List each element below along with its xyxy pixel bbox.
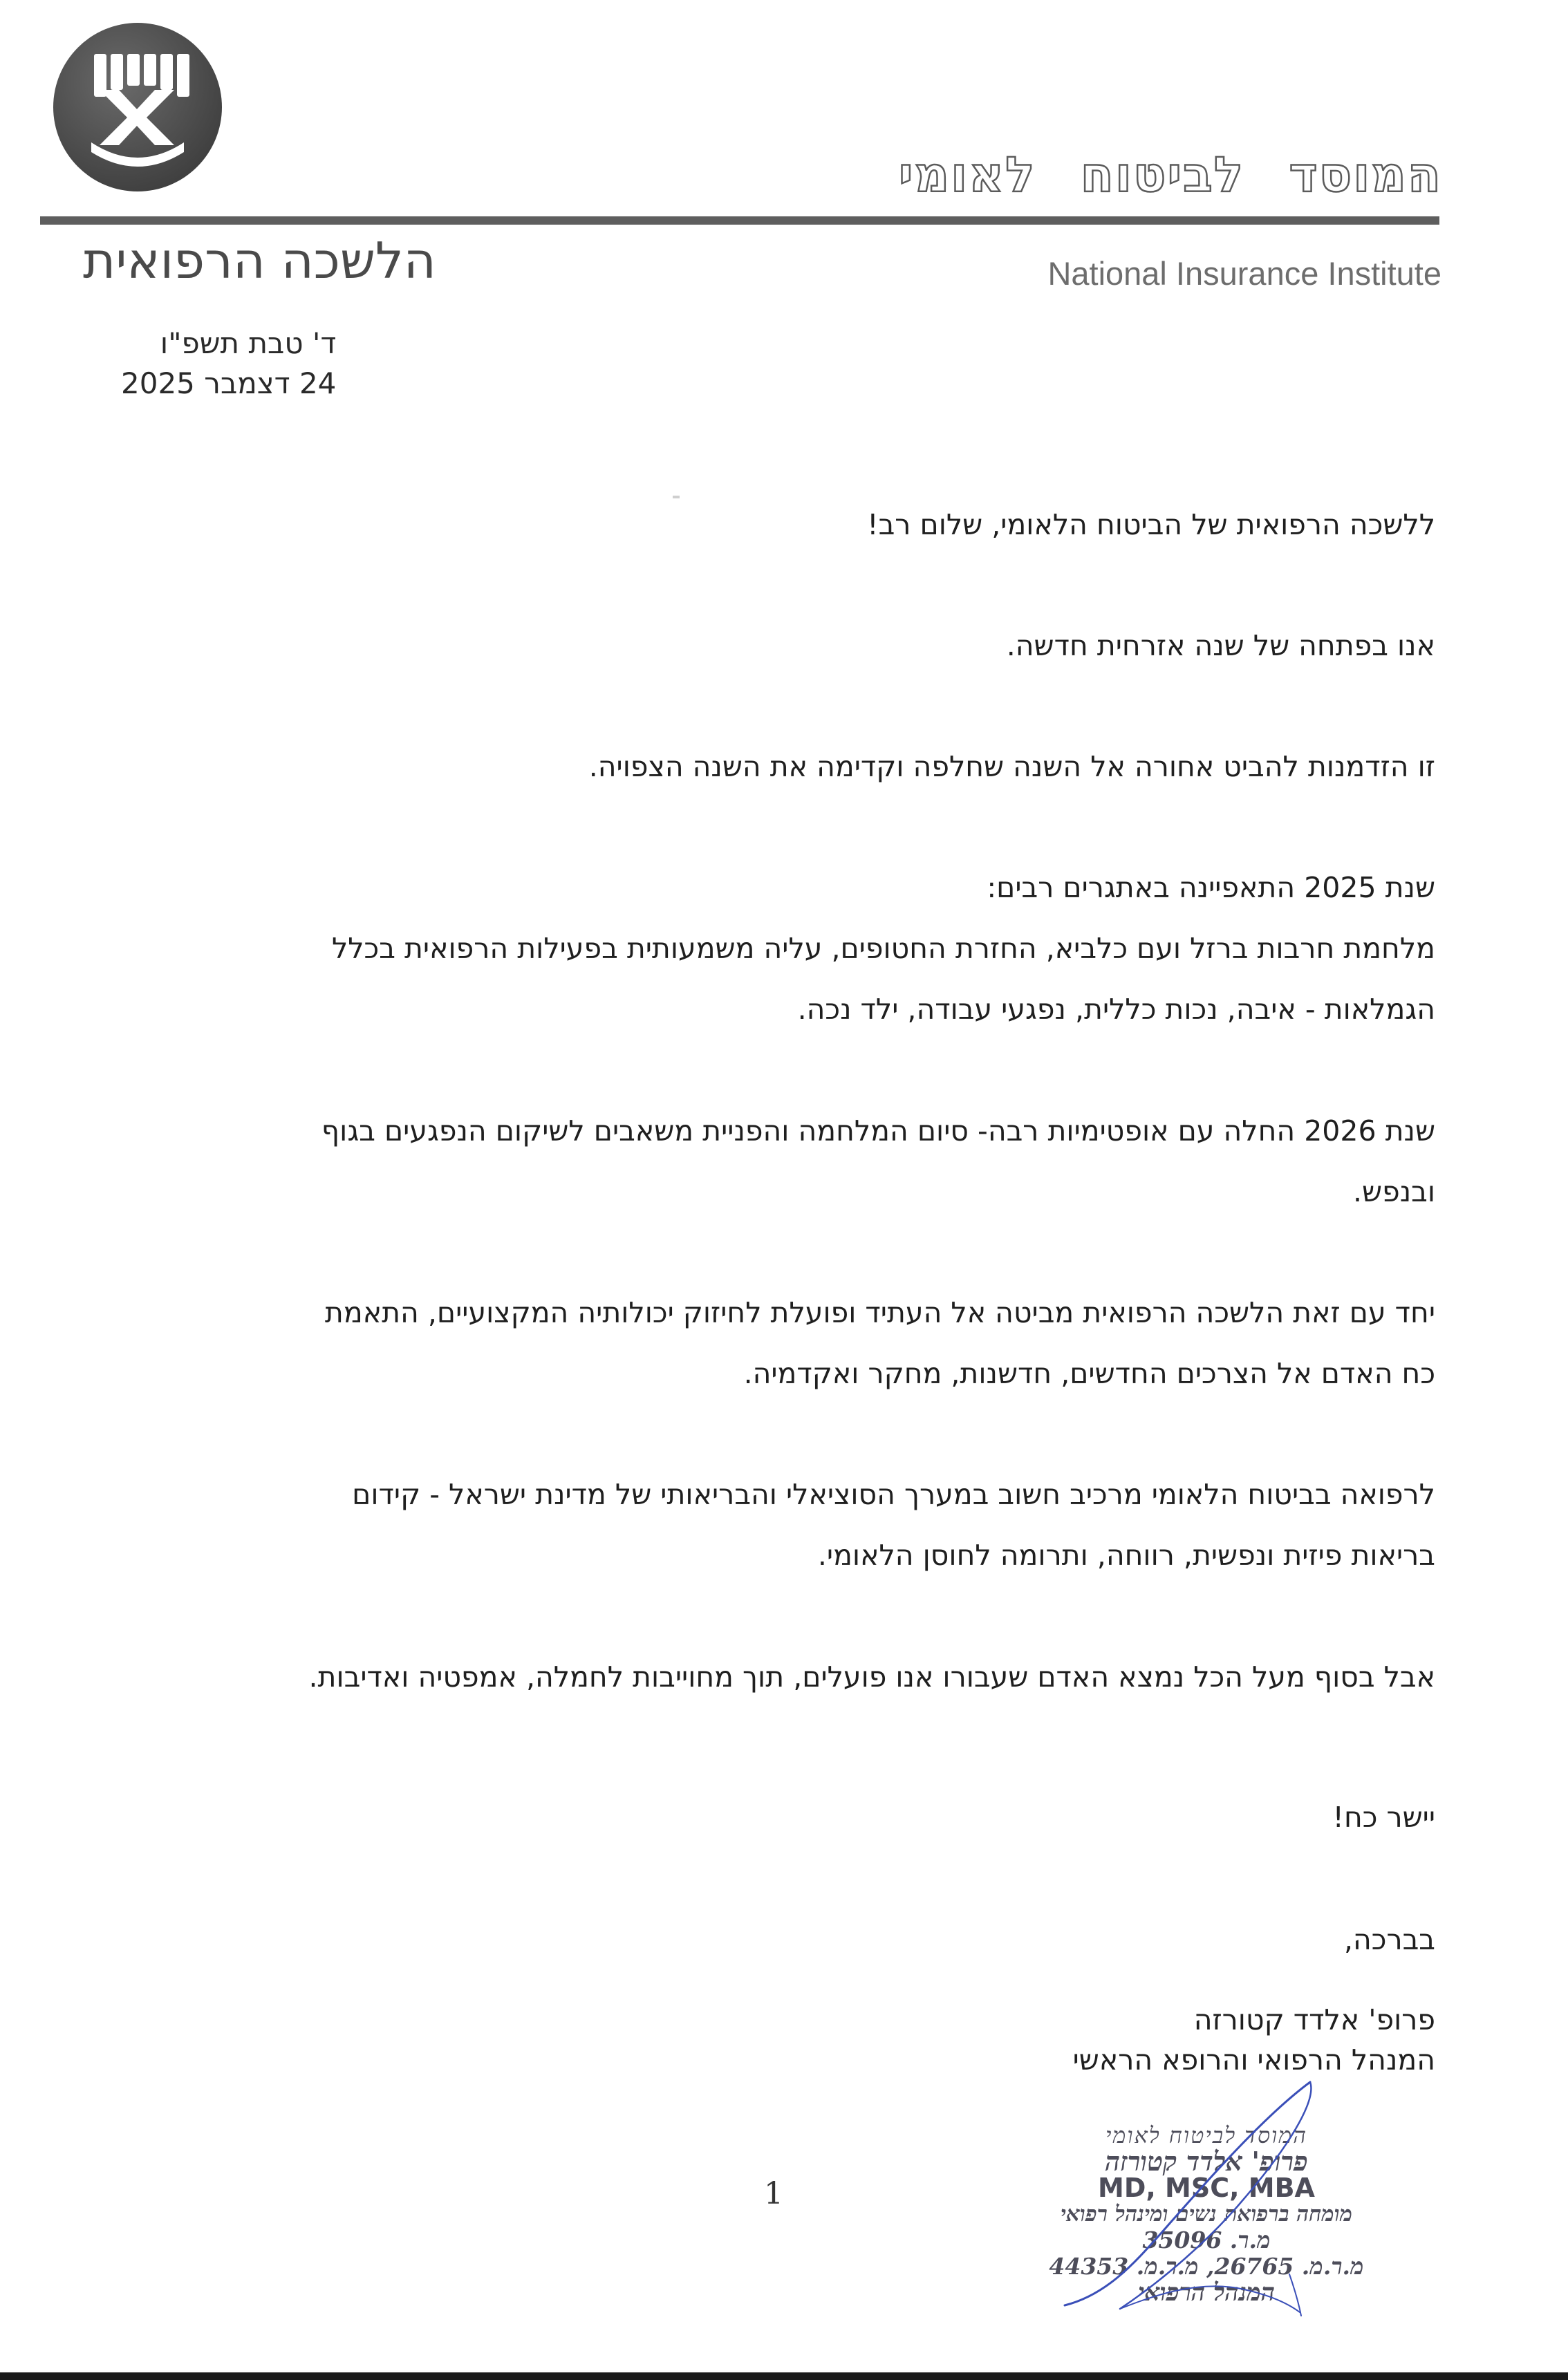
- signer-title: המנהל הרפואי והרופא הראשי: [1072, 2043, 1435, 2077]
- stamp-name: פרופ' אלדד קטורזה: [1105, 2146, 1308, 2177]
- greeting-line: ללשכה הרפואית של הביטוח הלאומי, שלום רב!: [867, 508, 1435, 541]
- official-stamp: [964, 2122, 1448, 2316]
- salutation-text: בברכה,: [1343, 1923, 1435, 1956]
- paragraph-2: [129, 736, 1435, 797]
- stamp-specialty: מומחה ברפואת נשים ומינהל רפואי: [1060, 2202, 1353, 2227]
- paragraph-line: אבל בסוף מעל הכל נמצא האדם שעבורו אנו פועלים, תוך מחוייבות לחמלה, אמפטיה ואדיבות.: [308, 1660, 1435, 1694]
- paragraph-line: בריאות פיזית ונפשית, רווחה, ותרומה לחוסן הלאומי.: [817, 1539, 1435, 1572]
- page-number: 1: [764, 2176, 783, 2211]
- paragraph-4: [129, 1100, 1435, 1222]
- paragraph-3: [129, 857, 1435, 1040]
- paragraph-7: [129, 1647, 1435, 1707]
- page-bottom-edge: [0, 2372, 1568, 2380]
- letter-date: [121, 324, 336, 404]
- greeting: [129, 494, 1435, 555]
- paragraph-5: [129, 1282, 1435, 1404]
- paragraph-line: שנת 2026 החלה עם אופטימיות רבה- סיום המלחמה והפניית משאבים לשיקום הנפגעים בגוף: [321, 1114, 1435, 1147]
- paragraph-line: שנת 2025 התאפיינה באתגרים רבים:: [987, 871, 1435, 904]
- paragraph-line: הגמלאות - איבה, נכות כללית, נפגעי עבודה, ילד נכה.: [797, 993, 1435, 1026]
- paragraph-line: זו הזדמנות להביט אחורה אל השנה שחלפה וקדימה את השנה הצפויה.: [588, 750, 1435, 783]
- paragraph-line: כח האדם אל הצרכים החדשים, חדשנות, מחקר ואקדמיה.: [743, 1357, 1435, 1390]
- org-name-hebrew: המוסד לביטוח לאומי: [898, 147, 1442, 203]
- signer-name: פרופ' אלדד קטורזה: [1193, 2003, 1435, 2036]
- stamp-specialist-licenses: מ.ר.מ. 26765, מ.ר.מ. 44353: [1049, 2253, 1364, 2280]
- stamp-degrees: MD, MSC, MBA: [1098, 2173, 1315, 2203]
- paragraph-line: מלחמת חרבות ברזל ועם כלביא, החזרת החטופים, עליה משמעותית בפעילות הרפואית בכלל: [331, 932, 1435, 965]
- paragraph-line: לרפואה בביטוח הלאומי מרכיב חשוב במערך הסוציאלי והבריאותי של מדינת ישראל - קידום: [352, 1478, 1435, 1511]
- paragraph-line: ובנפש.: [1353, 1175, 1435, 1208]
- org-name-english: National Insurance Institute: [1047, 255, 1441, 292]
- cheer-line: [129, 1787, 1435, 1848]
- department-name: הלשכה הרפואית: [83, 232, 436, 290]
- cheer-text: יישר כח!: [1332, 1801, 1435, 1834]
- signer-block: [1073, 2000, 1435, 2080]
- nii-logo: [51, 21, 224, 194]
- paragraph-line: יחד עם זאת הלשכה הרפואית מביטה אל העתיד ופועלת לחיזוק יכולותיה המקצועיים, התאמת: [324, 1296, 1435, 1329]
- hebrew-date: ד' טבת תשפ"ו: [160, 326, 337, 360]
- stamp-org: המוסד לביטוח לאומי: [1105, 2122, 1307, 2148]
- salutation: [129, 1909, 1435, 1970]
- header-divider: [40, 216, 1439, 225]
- stamp-role: המנהל הרפואי: [1138, 2278, 1275, 2307]
- paragraph-1: [129, 615, 1435, 676]
- paragraph-6: [129, 1464, 1435, 1586]
- gregorian-date: 24 דצמבר 2025: [121, 366, 337, 400]
- stamp-license: מ.ר. 35096: [1142, 2227, 1271, 2253]
- paragraph-line: אנו בפתחה של שנה אזרחית חדשה.: [1006, 629, 1435, 662]
